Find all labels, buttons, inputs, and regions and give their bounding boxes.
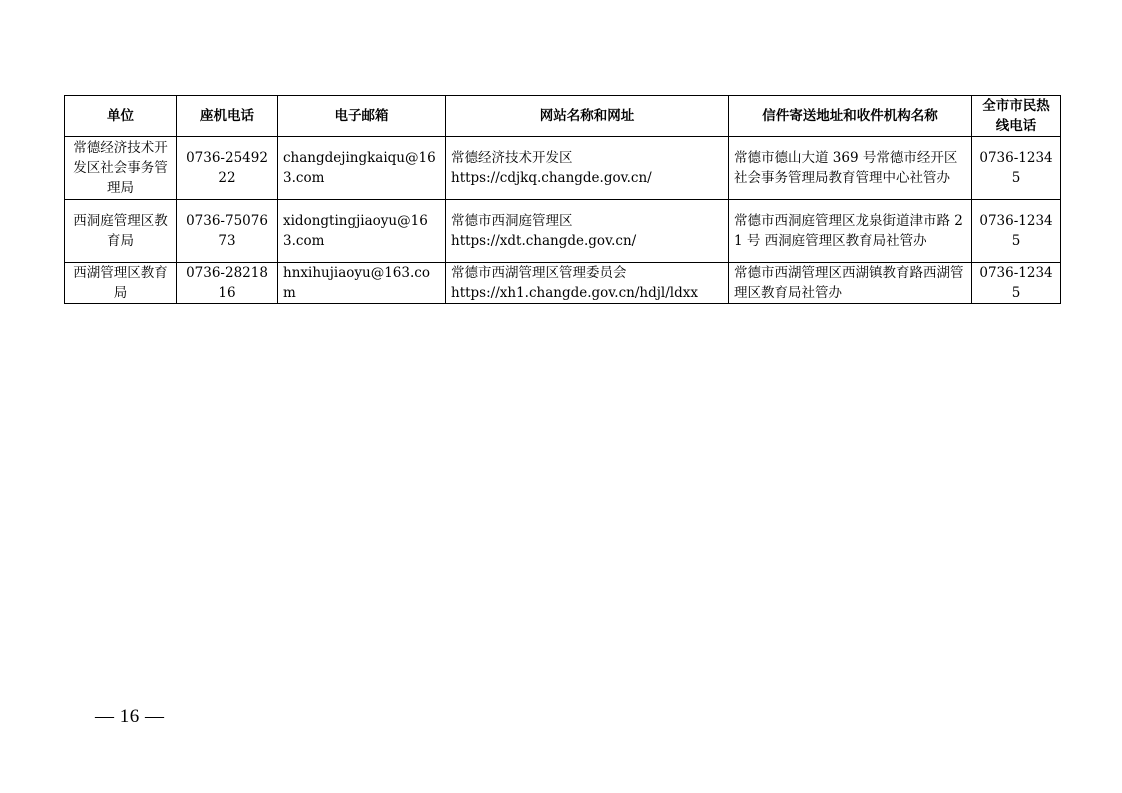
cell-phone: 0736-2821816: [177, 263, 278, 304]
table-row: [65, 200, 1061, 263]
cell-unit: 西湖管理区教育局: [65, 263, 177, 304]
cell-hotline: 0736-12345: [972, 200, 1061, 263]
cell-phone: 0736-7507673: [177, 200, 278, 263]
website-url: https://cdjkq.changde.gov.cn/: [451, 170, 652, 186]
table-row: [65, 137, 1061, 200]
cell-hotline: 0736-12345: [972, 137, 1061, 200]
cell-website: [446, 200, 729, 263]
header-hotline: 全市市民热线电话: [972, 96, 1061, 137]
cell-address: 常德市西洞庭管理区龙泉街道津市路 21 号 西洞庭管理区教育局社管办: [729, 200, 972, 263]
cell-address: 常德市德山大道 369 号常德市经开区社会事务管理局教育管理中心社管办: [729, 137, 972, 200]
website-url: https://xdt.changde.gov.cn/: [451, 233, 637, 249]
cell-unit: 西洞庭管理区教育局: [65, 200, 177, 263]
table-header-row: [65, 96, 1061, 137]
cell-email: changdejingkaiqu@163.com: [278, 137, 446, 200]
cell-unit: 常德经济技术开发区社会事务管理局: [65, 137, 177, 200]
website-name: 常德市西湖管理区管理委员会: [451, 265, 627, 281]
cell-email: xidongtingjiaoyu@163.com: [278, 200, 446, 263]
cell-address: 常德市西湖管理区西湖镇教育路西湖管理区教育局社管办: [729, 263, 972, 304]
cell-hotline: 0736-12345: [972, 263, 1061, 304]
table-row: [65, 263, 1061, 304]
header-phone: 座机电话: [177, 96, 278, 137]
header-unit: 单位: [65, 96, 177, 137]
cell-website: [446, 263, 729, 304]
page-number: — 16 —: [95, 706, 165, 727]
header-email: 电子邮箱: [278, 96, 446, 137]
website-name: 常德经济技术开发区: [451, 150, 573, 166]
website-name: 常德市西洞庭管理区: [451, 213, 573, 229]
cell-website: [446, 137, 729, 200]
header-website: 网站名称和网址: [446, 96, 729, 137]
cell-email: hnxihujiaoyu@163.com: [278, 263, 446, 304]
website-url: https://xh1.changde.gov.cn/hdjl/ldxx: [451, 285, 698, 301]
contact-table: [64, 95, 1061, 304]
header-address: 信件寄送地址和收件机构名称: [729, 96, 972, 137]
cell-phone: 0736-2549222: [177, 137, 278, 200]
